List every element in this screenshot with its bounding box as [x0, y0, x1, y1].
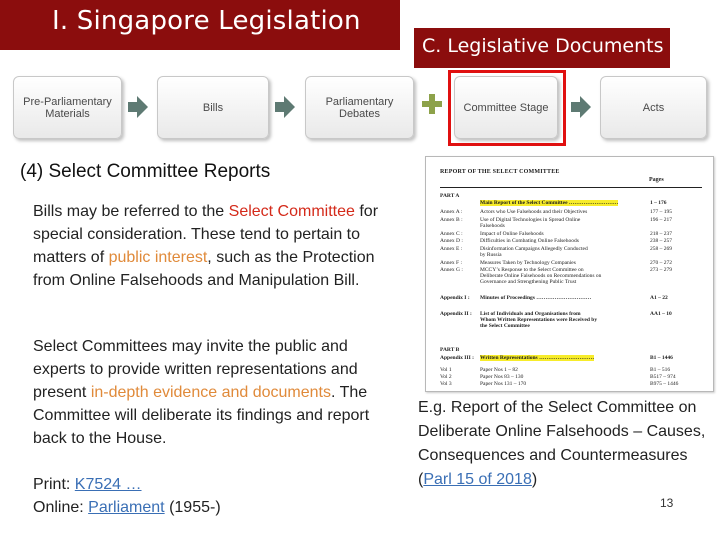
doc-row-label: Appendix III :	[440, 355, 474, 361]
doc-row-entry: Impact of Online Falsehoods	[480, 231, 544, 237]
slide-title: I. Singapore Legislation	[52, 6, 361, 36]
doc-row-pages: 177 – 195	[650, 209, 672, 215]
parliament-link[interactable]: Parliament	[88, 499, 165, 516]
page-number: 13	[660, 496, 674, 510]
doc-row-entry: Disinformation Campaigns Allegedly Conducted	[480, 246, 588, 252]
doc-row-entry: Difficulties in Combating Online Falsehoods	[480, 238, 579, 244]
flow-step-label: Pre-Parliamentary Materials	[23, 95, 112, 120]
doc-row-label: Annex C :	[440, 231, 463, 237]
flow-step-label: Bills	[202, 101, 224, 114]
highlight-public-interest: public interest	[108, 249, 208, 266]
call-number-block	[33, 473, 221, 519]
doc-row-label: PART B	[440, 347, 460, 353]
doc-row-entry: Paper Nos 83 – 130	[480, 374, 524, 380]
doc-row-entry: List of Individuals and Organisations from	[480, 311, 581, 317]
doc-pages-header: Pages	[649, 177, 664, 183]
example-caption: E.g. Report of the Select Committee on Deliberate Online Falsehoods – Causes, Consequences and Countermeasures (Parl 15 of 2018)	[418, 399, 706, 488]
paragraph-representations: Select Committees may invite the public and experts to provide written representations and present in-depth evidence and documents. The Committee will deliberate its findings and report back to the House.	[33, 338, 370, 447]
paragraph-select-committee: Bills may be referred to the Select Committee for special consideration. These tend to pertain to matters of public interest, such as the Protection from Online Falsehoods and Manipulation Bill.	[33, 203, 379, 289]
doc-row-label: Appendix I :	[440, 295, 470, 301]
doc-row-pages: 258 – 269	[650, 246, 672, 252]
doc-row-entry: MCCY’s Response to the Select Committee on	[480, 267, 584, 273]
doc-row-label: Annex E :	[440, 246, 463, 252]
highlight-evidence: in-depth evidence and documents	[90, 384, 331, 401]
doc-row-label: Annex B :	[440, 217, 463, 223]
doc-title: REPORT OF THE SELECT COMMITTEE	[440, 169, 560, 175]
doc-row-label: Annex D :	[440, 238, 463, 244]
doc-row-entry: by Russia	[480, 252, 502, 258]
doc-row-pages: AA1 – 10	[650, 311, 672, 317]
doc-row-entry: Paper Nos 131 – 170	[480, 381, 527, 387]
doc-row-entry: Minutes of Proceedings …………………………	[480, 295, 592, 301]
doc-row-label: Annex A :	[440, 209, 463, 215]
doc-row-pages: 273 – 279	[650, 267, 672, 273]
doc-row-pages: B1 – 1446	[650, 355, 673, 361]
doc-row-entry: Written Representations …………………………	[480, 355, 595, 361]
doc-row-entry: Use of Digital Technologies in Spread Online	[480, 217, 581, 223]
flow-step-label: Committee Stage	[463, 101, 549, 114]
flow-step-debates	[305, 76, 414, 139]
flow-step-label: Acts	[642, 101, 665, 114]
doc-row-label: Vol 3	[440, 381, 452, 387]
doc-row-entry: the Select Committee	[480, 323, 530, 329]
doc-row-pages: 218 – 237	[650, 231, 672, 237]
doc-row-pages: 1 – 176	[650, 200, 667, 206]
flow-step-label: Parliamentary Debates	[325, 95, 394, 120]
doc-row-pages: B517 – 974	[650, 374, 676, 380]
doc-row-entry: Falsehoods	[480, 223, 505, 229]
online-line: Online: Parliament (1955-)	[33, 499, 221, 516]
doc-row-entry: Main Report of the Select Committee ………………………	[480, 200, 619, 206]
doc-row-entry: Measures Taken by Technology Companies	[480, 260, 576, 266]
plus-icon	[422, 94, 442, 114]
doc-row-pages: A1 – 22	[650, 295, 668, 301]
legislative-process-flow	[0, 0, 720, 150]
doc-row-label: PART A	[440, 193, 460, 199]
doc-row-pages: 196 – 217	[650, 217, 672, 223]
doc-row-pages: 238 – 257	[650, 238, 672, 244]
flow-step-bills	[157, 76, 269, 139]
flow-step-pre-parliamentary	[13, 76, 122, 139]
doc-divider	[440, 187, 702, 188]
parl-report-link[interactable]: Parl 15 of 2018	[423, 471, 532, 488]
section-title: C. Legislative Documents	[422, 35, 664, 57]
doc-row-label: Annex G :	[440, 267, 463, 273]
subheading: (4) Select Committee Reports	[20, 161, 271, 182]
flow-step-acts	[600, 76, 707, 139]
doc-row-entry: Deliberate Online Falsehoods on Recommendations on	[480, 273, 602, 279]
doc-row-entry: Paper Nos 1 – 82	[480, 367, 518, 373]
doc-row-pages: B1 – 516	[650, 367, 671, 373]
doc-row-entry: Actors who Use Falsehoods and their Objectives	[480, 209, 588, 215]
doc-row-label: Vol 2	[440, 374, 452, 380]
doc-row-label: Annex F :	[440, 260, 462, 266]
doc-row-entry: Whom Written Representations were Received by	[480, 317, 598, 323]
print-line: Print: K7524 …	[33, 476, 142, 493]
doc-row-pages: B975 – 1446	[650, 381, 679, 387]
report-contents-image	[425, 156, 714, 392]
print-call-number-link[interactable]: K7524 …	[74, 476, 142, 493]
doc-row-label: Vol 1	[440, 367, 452, 373]
highlight-select-committee: Select Committee	[228, 203, 355, 220]
doc-row-label: Appendix II :	[440, 311, 472, 317]
doc-row-entry: Governance and Strengthening Public Trust	[480, 279, 577, 285]
committee-stage-highlight	[448, 70, 566, 146]
doc-row-pages: 270 – 272	[650, 260, 672, 266]
